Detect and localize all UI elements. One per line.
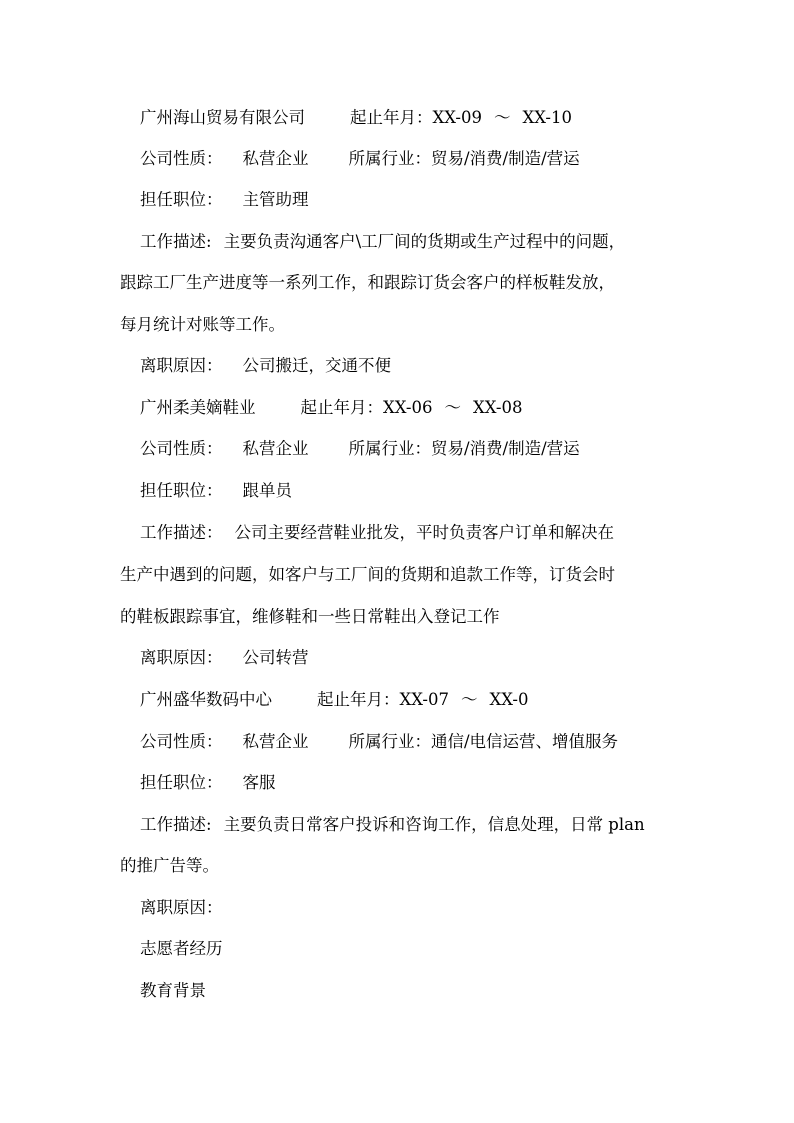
job2-reason-row bbox=[140, 647, 700, 669]
job2-nature-value: 私营企业 bbox=[242, 439, 309, 458]
section-volunteer-heading: 志愿者经历 bbox=[140, 939, 223, 958]
job1-position-row bbox=[140, 189, 700, 211]
job3-nature-label: 公司性质： bbox=[140, 732, 223, 751]
job3-position-row bbox=[140, 772, 700, 794]
job2-nature-label: 公司性质： bbox=[140, 439, 223, 458]
job2-desc-text1: 公司主要经营鞋业批发，平时负责客户订单和解决在 bbox=[234, 523, 614, 542]
job2-position-value: 跟单员 bbox=[242, 481, 292, 500]
job3-nature-value: 私营企业 bbox=[242, 732, 309, 751]
job1-tilde: ～ bbox=[493, 108, 511, 127]
job2-position-label: 担任职位： bbox=[140, 481, 223, 500]
job1-period-start: XX-09 bbox=[432, 108, 482, 127]
job2-desc-line1 bbox=[140, 522, 700, 544]
job1-reason-value: 公司搬迁，交通不便 bbox=[242, 356, 391, 375]
job3-period-end: XX-0 bbox=[489, 690, 529, 709]
job1-desc-line3: 每月统计对账等工作。 bbox=[120, 315, 285, 334]
job3-desc-line2: 的推广告等。 bbox=[120, 856, 219, 875]
job1-period-end: XX-10 bbox=[522, 108, 572, 127]
job2-tilde: ～ bbox=[444, 398, 461, 417]
job3-reason-row bbox=[140, 897, 700, 919]
job3-desc-line1 bbox=[140, 814, 700, 836]
job2-reason-label: 离职原因： bbox=[140, 648, 223, 667]
job1-header bbox=[140, 107, 700, 129]
job2-desc-line3: 的鞋板跟踪事宜，维修鞋和一些日常鞋出入登记工作 bbox=[120, 607, 500, 626]
job1-position-value: 主管助理 bbox=[242, 190, 309, 209]
job3-industry-label: 所属行业： bbox=[348, 732, 431, 751]
job2-industry-value: 贸易/消费/制造/营运 bbox=[431, 439, 580, 458]
job1-position-label: 担任职位： bbox=[140, 190, 223, 209]
job1-industry-value: 贸易/消费/制造/营运 bbox=[431, 149, 580, 168]
job3-period-label: 起止年月： bbox=[317, 690, 400, 709]
job3-company: 广州盛华数码中心 bbox=[140, 690, 272, 709]
job3-period-start: XX-07 bbox=[399, 690, 449, 709]
job2-desc-line2: 生产中遇到的问题，如客户与工厂间的货期和追款工作等，订货会时 bbox=[120, 565, 615, 584]
job1-nature-value: 私营企业 bbox=[242, 149, 309, 168]
job1-desc-text1: 主要负责沟通客户\工厂间的货期或生产过程中的问题， bbox=[223, 232, 626, 251]
job1-reason-row bbox=[140, 355, 700, 377]
job3-desc-label: 工作描述: bbox=[140, 815, 212, 834]
job2-company: 广州柔美嫡鞋业 bbox=[140, 398, 256, 417]
job1-period-label: 起止年月： bbox=[350, 108, 433, 127]
job2-period-end: XX-08 bbox=[472, 398, 523, 417]
job3-position-value: 客服 bbox=[242, 773, 276, 792]
job3-header bbox=[140, 689, 700, 711]
job2-reason-value: 公司转营 bbox=[242, 648, 309, 667]
job2-header bbox=[140, 397, 700, 419]
job3-reason-label: 离职原因： bbox=[140, 898, 223, 917]
job2-period-label: 起止年月： bbox=[300, 398, 383, 417]
job2-nature-row bbox=[140, 438, 700, 460]
job3-position-label: 担任职位： bbox=[140, 773, 223, 792]
job1-company: 广州海山贸易有限公司 bbox=[140, 108, 305, 127]
job3-tilde: ～ bbox=[460, 690, 478, 709]
job2-desc-label: 工作描述： bbox=[140, 523, 223, 542]
job1-desc-line2: 跟踪工厂生产进度等一系列工作，和跟踪订货会客户的样板鞋发放， bbox=[120, 273, 615, 292]
job1-reason-label: 离职原因： bbox=[140, 356, 223, 375]
job3-industry-value: 通信/电信运营、增值服务 bbox=[431, 732, 619, 751]
section-education-heading: 教育背景 bbox=[140, 981, 206, 1000]
job1-desc-line1 bbox=[140, 231, 700, 253]
job3-desc-text1: 主要负责日常客户投诉和咨询工作，信息处理，日常 plan bbox=[223, 815, 645, 834]
job2-industry-label: 所属行业： bbox=[348, 439, 431, 458]
job2-period-start: XX-06 bbox=[383, 398, 433, 417]
job3-nature-row bbox=[140, 731, 700, 753]
job2-position-row bbox=[140, 480, 700, 502]
job1-nature-label: 公司性质： bbox=[140, 149, 223, 168]
job1-nature-row bbox=[140, 148, 700, 170]
job1-desc-label: 工作描述: bbox=[140, 232, 212, 251]
job1-industry-label: 所属行业： bbox=[348, 149, 431, 168]
